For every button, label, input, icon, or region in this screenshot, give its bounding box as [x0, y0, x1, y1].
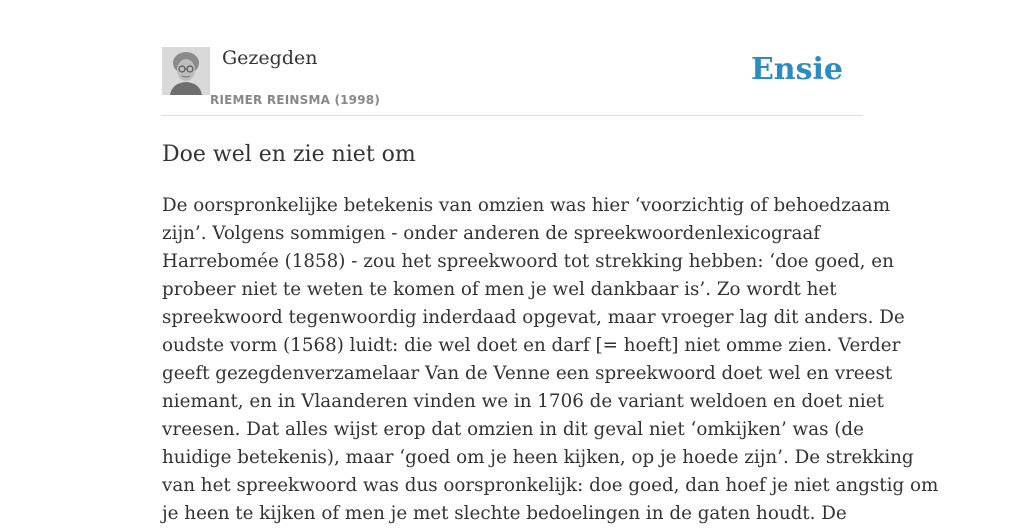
body-line: je heen te kijken of men je met slechte bedoelingen in de gaten houdt. De — [162, 503, 847, 524]
entry-body — [162, 192, 939, 528]
body-line: probeer niet te weten te komen of men je wel dankbaar is’. Zo wordt het — [162, 279, 837, 300]
body-line: spreekwoord tegenwoordig inderdaad opgevat, maar vroeger lag dit anders. De — [162, 307, 905, 328]
body-line: van het spreekwoord was dus oorspronkelijk: doe goed, dan hoef je niet angstig om — [162, 475, 939, 496]
author-avatar[interactable] — [162, 47, 210, 95]
source-title[interactable]: Gezegden — [222, 47, 318, 69]
ensie-logo-link[interactable]: Ensie — [750, 52, 843, 87]
body-line: zijn’. Volgens sommigen - onder anderen de spreekwoordenlexicograaf — [162, 223, 821, 244]
author-portrait-icon — [162, 47, 210, 95]
entry-header — [162, 46, 862, 116]
source-author[interactable]: RIEMER REINSMA (1998) — [210, 93, 381, 107]
body-line: geeft gezegdenverzamelaar Van de Venne een spreekwoord doet wel en vreest — [162, 363, 893, 384]
body-line: Harrebomée (1858) - zou het spreekwoord tot strekking hebben: ‘doe goed, en — [162, 251, 894, 272]
body-line: vreesen. Dat alles wijst erop dat omzien in dit geval niet ‘omkijken’ was (de — [162, 419, 864, 440]
body-line: oudste vorm (1568) luidt: die wel doet en darf [= hoeft] niet omme zien. Verder — [162, 335, 901, 356]
entry-title: Doe wel en zie niet om — [162, 142, 416, 167]
body-line: huidige betekenis), maar ‘goed om je heen kijken, op je hoede zijn’. De strekking — [162, 447, 914, 468]
body-line: De oorspronkelijke betekenis van omzien was hier ‘voorzichtig of behoedzaam — [162, 195, 891, 216]
body-line: niemant, en in Vlaanderen vinden we in 1706 de variant weldoen en doet niet — [162, 391, 884, 412]
